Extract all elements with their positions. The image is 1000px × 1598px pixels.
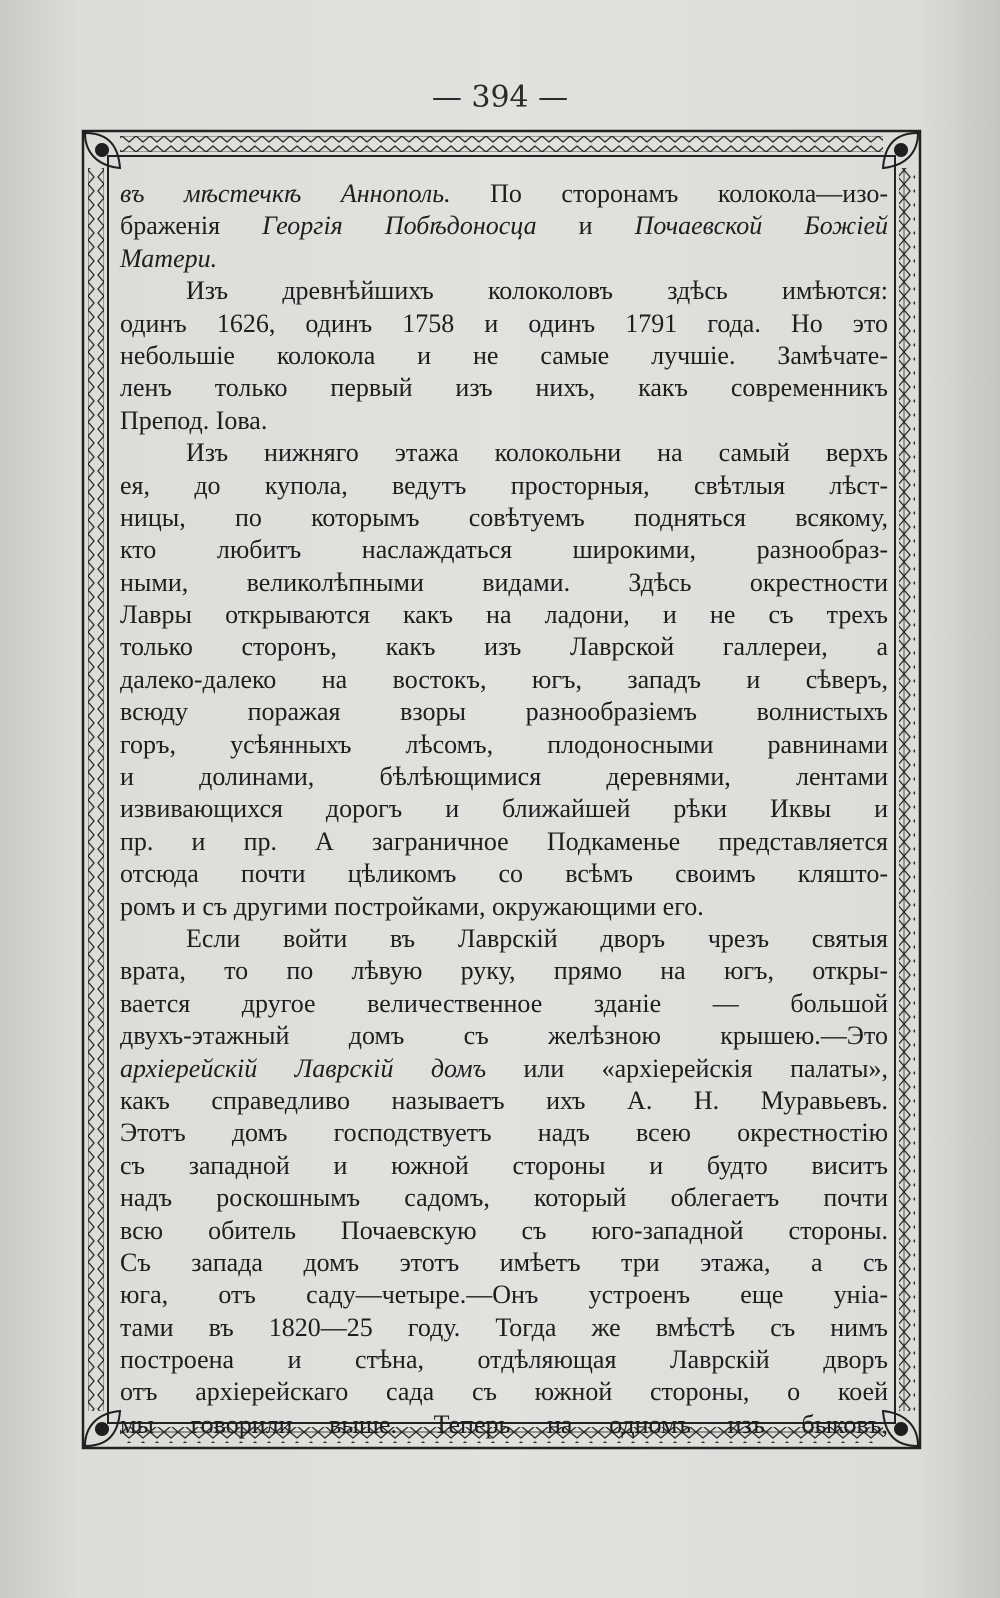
ornamental-frame (80, 128, 923, 1451)
text-segment: Изъ древнѣйшихъ колоколовъ здѣсь имѣются: (186, 276, 888, 306)
text-line (120, 437, 888, 469)
text-segment: тами въ 1820—25 году. Тогда же вмѣстѣ съ нимъ (120, 1312, 888, 1342)
text-segment: извивающихся дорогъ и ближайшей рѣки Иквы и (120, 794, 888, 824)
text-segment: вается другое величественное зданіе — большой (120, 988, 888, 1018)
text-segment: ея, до купола, ведутъ просторныя, свѣтлыя лѣст- (120, 470, 888, 500)
text-line (120, 1409, 888, 1441)
text-line (120, 664, 888, 696)
text-line (120, 567, 888, 599)
text-segment: ромъ и съ другими постройками, окружающими его. (120, 891, 704, 921)
text-line (120, 1312, 888, 1344)
text-line (120, 1247, 888, 1279)
text-line (120, 729, 888, 761)
text-line (120, 534, 888, 566)
text-line (120, 1215, 888, 1247)
text-line (120, 1150, 888, 1182)
text-segment: Этотъ домъ господствуетъ надъ всею окрестностію (120, 1118, 888, 1148)
text-segment: надъ роскошнымъ садомъ, который облегаетъ почти (120, 1183, 888, 1213)
text-line (120, 923, 888, 955)
text-segment: ными, великолѣпными видами. Здѣсь окрестности (120, 567, 888, 597)
text-line (120, 308, 888, 340)
italic-text: въ мѣстечкѣ Аннополь. (120, 179, 451, 208)
page-number: — 394 — (431, 80, 569, 115)
text-segment: Если войти въ Лаврскій дворъ чрезъ святыя (186, 923, 888, 953)
text-line (120, 955, 888, 987)
text-line (120, 372, 888, 404)
text-segment: далеко-далеко на востокъ, югъ, западъ и сѣверъ, (120, 664, 888, 694)
text-line (120, 1344, 888, 1376)
text-segment: всю обитель Почаевскую съ юго-западной стороны. (120, 1215, 888, 1245)
text-segment: двухъ-этажный домъ съ желѣзною крышею.—Это (120, 1021, 888, 1051)
text-segment: браженія (120, 211, 263, 241)
text-segment: или «архіерейскія палаты», (486, 1053, 888, 1083)
text-segment: небольшіе колокола и не самые лучшіе. Замѣчате- (120, 340, 888, 370)
text-line (120, 1020, 888, 1052)
text-line (120, 1085, 888, 1117)
text-line (120, 275, 888, 307)
text-segment: По сторонамъ колокола—изо- (450, 179, 888, 208)
text-line (120, 502, 888, 534)
text-line (120, 1117, 888, 1149)
text-line (120, 340, 888, 372)
text-segment: и долинами, бѣлѣющимися деревнями, лентами (120, 762, 888, 792)
italic-text: архіерейскій Лаврскій домъ (120, 1053, 487, 1083)
text-segment: горъ, усѣянныхъ лѣсомъ, плодоносными равнинами (120, 729, 888, 759)
body-text (120, 178, 888, 1441)
text-segment: отсюда почти цѣликомъ со всѣмъ своимъ кляшто- (120, 859, 888, 889)
text-segment: кто любитъ наслаждаться широкими, разнообраз- (120, 535, 888, 565)
text-segment: юга, отъ саду—четыре.—Онъ устроенъ еще уніа- (120, 1280, 888, 1310)
text-line (120, 405, 888, 437)
text-line (120, 631, 888, 663)
text-segment: построена и стѣна, отдѣляющая Лаврскій дворъ (120, 1345, 888, 1375)
text-line (120, 858, 888, 890)
text-line (120, 696, 888, 728)
text-line (120, 826, 888, 858)
text-segment: отъ архіерейскаго сада съ южной стороны, о коей (120, 1377, 888, 1407)
text-segment: Изъ нижняго этажа колокольни на самый верхъ (186, 438, 888, 468)
text-segment: ленъ только первый изъ нихъ, какъ современникъ (120, 373, 888, 403)
text-line (120, 470, 888, 502)
text-line (120, 891, 888, 923)
text-line (120, 243, 888, 275)
italic-text: Георгія Побѣдоносца (262, 211, 537, 241)
text-line (120, 761, 888, 793)
text-segment: врата, то по лѣвую руку, прямо на югъ, откры- (120, 956, 888, 986)
italic-text: Почаевской Божіей (634, 211, 889, 241)
text-segment: только сторонъ, какъ изъ Лаврской галлереи, а (120, 632, 888, 662)
text-line (120, 988, 888, 1020)
text-segment: и (536, 211, 635, 241)
text-line (120, 178, 888, 210)
text-segment: Съ запада домъ этотъ имѣетъ три этажа, а съ (120, 1247, 888, 1277)
italic-text: Матери. (120, 243, 218, 273)
text-line (120, 1279, 888, 1311)
text-segment: одинъ 1626, одинъ 1758 и одинъ 1791 года. Но это (120, 308, 888, 338)
text-line (120, 1053, 888, 1085)
text-line (120, 793, 888, 825)
text-line (120, 1182, 888, 1214)
text-line (120, 1376, 888, 1408)
text-segment: мы говорили выше. Теперь на одномъ изъ быковъ, (120, 1409, 888, 1439)
text-line (120, 599, 888, 631)
text-segment: ницы, по которымъ совѣтуемъ подняться всякому, (120, 502, 888, 532)
text-segment: Лавры открываются какъ на ладони, и не съ трехъ (120, 600, 888, 630)
text-segment: какъ справедливо называетъ ихъ А. Н. Муравьевъ. (120, 1085, 888, 1115)
text-segment: съ западной и южной стороны и будто виситъ (120, 1150, 888, 1180)
text-segment: всюду поражая взоры разнообразіемъ волнистыхъ (120, 697, 888, 727)
text-segment: Препод. Іова. (120, 405, 268, 435)
text-segment: пр. и пр. А заграничное Подкаменье представляется (120, 826, 888, 856)
text-line (120, 210, 888, 242)
